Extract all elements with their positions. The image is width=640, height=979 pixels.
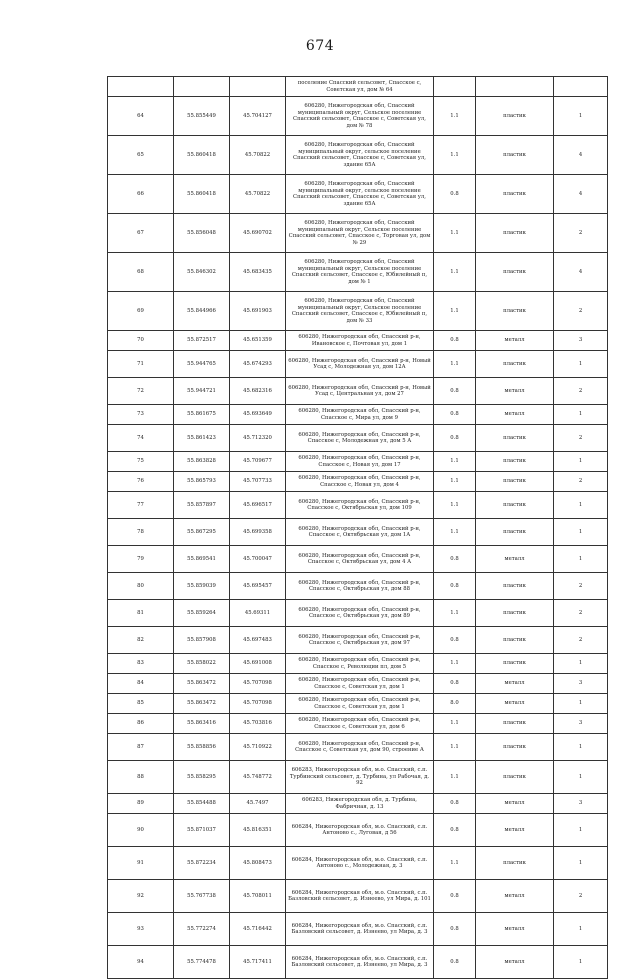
- container-volume-cell: 0.8: [434, 405, 476, 425]
- address-cell: 606280, Нижегородская обл, Спасский р-н, Спасское с, Октябрьская ул, дом 1А: [286, 519, 434, 546]
- row-number-cell: 94: [108, 946, 174, 979]
- address-cell: 606280, Нижегородская обл, Спасский муниципальный округ, сельское поселение Спасский сельсовет, Спасское с, Советская ул, здание 65А: [286, 136, 434, 175]
- container-count-cell: 1: [554, 97, 608, 136]
- container-count-cell: 2: [554, 627, 608, 654]
- address-cell: 606280, Нижегородская обл, Спасский р-н, Спасское с, Новая ул, дом 17: [286, 452, 434, 472]
- container-material-cell: пластик: [476, 214, 554, 253]
- latitude-cell: 55.857897: [174, 492, 230, 519]
- container-count-cell: 1: [554, 351, 608, 378]
- latitude-cell: 55.863416: [174, 714, 230, 734]
- container-volume-cell: 0.8: [434, 175, 476, 214]
- container-material-cell: пластик: [476, 175, 554, 214]
- table-row: [108, 600, 608, 627]
- container-material-cell: пластик: [476, 627, 554, 654]
- row-number-cell: 74: [108, 425, 174, 452]
- address-cell: 606284, Нижегородская обл, м.о. Спасский, с.п. Базловский сельсовет, д. Изнеево, ул Мира, д. 101: [286, 880, 434, 913]
- table-row: [108, 351, 608, 378]
- latitude-cell: 55.863472: [174, 674, 230, 694]
- address-cell: 606284, Нижегородская обл, м.о. Спасский, с.п. Базловский сельсовет, д. Изнеево, ул Мира, д. 3: [286, 913, 434, 946]
- table-row: [108, 714, 608, 734]
- row-number-cell: [108, 77, 174, 97]
- row-number-cell: 83: [108, 654, 174, 674]
- row-number-cell: 65: [108, 136, 174, 175]
- longitude-cell: 45.700047: [230, 546, 286, 573]
- table-row: [108, 674, 608, 694]
- container-material-cell: пластик: [476, 847, 554, 880]
- container-material-cell: пластик: [476, 492, 554, 519]
- longitude-cell: [230, 77, 286, 97]
- container-volume-cell: 1.1: [434, 452, 476, 472]
- container-volume-cell: 1.1: [434, 136, 476, 175]
- table-row: [108, 546, 608, 573]
- row-number-cell: 84: [108, 674, 174, 694]
- container-material-cell: пластик: [476, 452, 554, 472]
- table-row: [108, 136, 608, 175]
- longitude-cell: 45.699358: [230, 519, 286, 546]
- container-material-cell: металл: [476, 946, 554, 979]
- longitude-cell: 45.691903: [230, 292, 286, 331]
- row-number-cell: 70: [108, 331, 174, 351]
- address-cell: 606280, Нижегородская обл, Спасский р-н, Спасское с, Октябрьская ул, дом 88: [286, 573, 434, 600]
- latitude-cell: 55.857908: [174, 627, 230, 654]
- longitude-cell: 45.7497: [230, 794, 286, 814]
- row-number-cell: 68: [108, 253, 174, 292]
- address-cell: 606280, Нижегородская обл, Спасский р-н, Спасское с, Советская ул, дом 1: [286, 674, 434, 694]
- table-row: [108, 331, 608, 351]
- container-count-cell: 1: [554, 546, 608, 573]
- address-cell: 606280, Нижегородская обл, Спасский р-н, Ивановское с, Почтовая ул, дом 1: [286, 331, 434, 351]
- container-material-cell: металл: [476, 331, 554, 351]
- row-number-cell: 90: [108, 814, 174, 847]
- container-material-cell: пластик: [476, 600, 554, 627]
- container-volume-cell: 0.8: [434, 880, 476, 913]
- container-material-cell: металл: [476, 378, 554, 405]
- container-material-cell: металл: [476, 405, 554, 425]
- container-count-cell: 2: [554, 880, 608, 913]
- container-count-cell: 2: [554, 573, 608, 600]
- table-row: [108, 847, 608, 880]
- address-cell: 606280, Нижегородская обл, Спасский муниципальный округ, Сельское поселение Спасский сельсовет, Спасское с, Юбилейный п, дом № 1: [286, 253, 434, 292]
- longitude-cell: 45.690702: [230, 214, 286, 253]
- container-material-cell: пластик: [476, 136, 554, 175]
- longitude-cell: 45.709677: [230, 452, 286, 472]
- table-row: [108, 492, 608, 519]
- container-volume-cell: [434, 77, 476, 97]
- container-count-cell: 2: [554, 378, 608, 405]
- container-count-cell: 3: [554, 794, 608, 814]
- longitude-cell: 45.682316: [230, 378, 286, 405]
- row-number-cell: 79: [108, 546, 174, 573]
- address-cell: 606280, Нижегородская обл, Спасский р-н, Спасское с, Октябрьская ул, дом 89: [286, 600, 434, 627]
- address-cell: 606284, Нижегородская обл, м.о. Спасский, с.п. Антоново с., Молодежная, д. 3: [286, 847, 434, 880]
- container-volume-cell: 1.1: [434, 519, 476, 546]
- table-row: [108, 425, 608, 452]
- address-cell: 606280, Нижегородская обл, Спасский р-н, Спасское с, Молодежная ул, дом 5 А: [286, 425, 434, 452]
- row-number-cell: 66: [108, 175, 174, 214]
- table-row: [108, 761, 608, 794]
- container-volume-cell: 0.8: [434, 573, 476, 600]
- latitude-cell: 55.872234: [174, 847, 230, 880]
- container-count-cell: 3: [554, 674, 608, 694]
- longitude-cell: 45.710922: [230, 734, 286, 761]
- row-number-cell: 87: [108, 734, 174, 761]
- table-row: [108, 214, 608, 253]
- longitude-cell: 45.816351: [230, 814, 286, 847]
- page-number: 674: [305, 38, 335, 54]
- container-volume-cell: 1.1: [434, 761, 476, 794]
- address-cell: 606280, Нижегородская обл, Спасский р-н, Новый Усад с, Центральная ул, дом 27: [286, 378, 434, 405]
- container-material-cell: металл: [476, 674, 554, 694]
- latitude-cell: 55.774478: [174, 946, 230, 979]
- container-count-cell: 1: [554, 734, 608, 761]
- longitude-cell: 45.691008: [230, 654, 286, 674]
- container-material-cell: пластик: [476, 654, 554, 674]
- latitude-cell: 55.869541: [174, 546, 230, 573]
- latitude-cell: 55.858022: [174, 654, 230, 674]
- container-material-cell: металл: [476, 694, 554, 714]
- container-volume-cell: 0.8: [434, 331, 476, 351]
- container-material-cell: металл: [476, 794, 554, 814]
- longitude-cell: 45.697483: [230, 627, 286, 654]
- longitude-cell: 45.674293: [230, 351, 286, 378]
- table-row: [108, 627, 608, 654]
- address-cell: 606280, Нижегородская обл, Спасский р-н, Спасское с, Новая ул, дом 4: [286, 472, 434, 492]
- row-number-cell: 64: [108, 97, 174, 136]
- row-number-cell: 80: [108, 573, 174, 600]
- latitude-cell: 55.865793: [174, 472, 230, 492]
- container-material-cell: металл: [476, 814, 554, 847]
- latitude-cell: 55.863828: [174, 452, 230, 472]
- table-row: [108, 253, 608, 292]
- latitude-cell: 55.844966: [174, 292, 230, 331]
- container-count-cell: 1: [554, 405, 608, 425]
- latitude-cell: 55.767738: [174, 880, 230, 913]
- row-number-cell: 89: [108, 794, 174, 814]
- container-volume-cell: 1.1: [434, 654, 476, 674]
- container-count-cell: 2: [554, 472, 608, 492]
- row-number-cell: 67: [108, 214, 174, 253]
- latitude-cell: 55.859039: [174, 573, 230, 600]
- container-count-cell: 1: [554, 492, 608, 519]
- latitude-cell: 55.871037: [174, 814, 230, 847]
- longitude-cell: 45.717411: [230, 946, 286, 979]
- container-volume-cell: 0.8: [434, 546, 476, 573]
- latitude-cell: 55.858856: [174, 734, 230, 761]
- longitude-cell: 45.651359: [230, 331, 286, 351]
- table-row: [108, 452, 608, 472]
- row-number-cell: 77: [108, 492, 174, 519]
- address-cell: 606280, Нижегородская обл, Спасский р-н, Спасское с, Советская ул, дом 6: [286, 714, 434, 734]
- row-number-cell: 92: [108, 880, 174, 913]
- container-volume-cell: 0.8: [434, 946, 476, 979]
- container-material-cell: пластик: [476, 425, 554, 452]
- longitude-cell: 45.70822: [230, 175, 286, 214]
- longitude-cell: 45.707098: [230, 694, 286, 714]
- longitude-cell: 45.716442: [230, 913, 286, 946]
- container-count-cell: 1: [554, 694, 608, 714]
- address-cell: 606280, Нижегородская обл, Спасский р-н, Спасское с, Советская ул, дом 90, строение А: [286, 734, 434, 761]
- container-volume-cell: 0.8: [434, 425, 476, 452]
- table-row: [108, 175, 608, 214]
- container-count-cell: 2: [554, 292, 608, 331]
- latitude-cell: 55.944765: [174, 351, 230, 378]
- container-volume-cell: 8.0: [434, 694, 476, 714]
- container-volume-cell: 1.1: [434, 472, 476, 492]
- container-material-cell: пластик: [476, 519, 554, 546]
- container-count-cell: 2: [554, 214, 608, 253]
- container-sites-table: [107, 76, 608, 979]
- row-number-cell: 76: [108, 472, 174, 492]
- container-count-cell: 1: [554, 654, 608, 674]
- table-body: [108, 77, 608, 979]
- container-count-cell: 1: [554, 761, 608, 794]
- address-cell: 606280, Нижегородская обл, Спасский р-н, Спасское с, Октябрьская ул, дом 4 А: [286, 546, 434, 573]
- row-number-cell: 93: [108, 913, 174, 946]
- latitude-cell: [174, 77, 230, 97]
- row-number-cell: 86: [108, 714, 174, 734]
- table-row: [108, 77, 608, 97]
- container-count-cell: 4: [554, 175, 608, 214]
- address-cell: 606283, Нижегородская обл, д. Турбина, Фабричная, д. 13: [286, 794, 434, 814]
- container-count-cell: 3: [554, 331, 608, 351]
- latitude-cell: 55.859264: [174, 600, 230, 627]
- latitude-cell: 55.772274: [174, 913, 230, 946]
- latitude-cell: 55.872517: [174, 331, 230, 351]
- latitude-cell: 55.855449: [174, 97, 230, 136]
- container-material-cell: пластик: [476, 253, 554, 292]
- container-material-cell: пластик: [476, 97, 554, 136]
- container-material-cell: металл: [476, 546, 554, 573]
- container-material-cell: металл: [476, 913, 554, 946]
- longitude-cell: 45.695457: [230, 573, 286, 600]
- container-count-cell: 1: [554, 913, 608, 946]
- container-count-cell: 2: [554, 425, 608, 452]
- container-material-cell: пластик: [476, 714, 554, 734]
- latitude-cell: 55.854488: [174, 794, 230, 814]
- address-cell: 606280, Нижегородская обл, Спасский р-н, Спасское с, Октябрьская ул, дом 109: [286, 492, 434, 519]
- container-volume-cell: 1.1: [434, 97, 476, 136]
- latitude-cell: 55.860418: [174, 136, 230, 175]
- container-volume-cell: 1.1: [434, 214, 476, 253]
- container-volume-cell: 0.8: [434, 814, 476, 847]
- container-volume-cell: 0.8: [434, 378, 476, 405]
- address-cell: 606280, Нижегородская обл, Спасский р-н, Спасское с, Мира ул, дом 9: [286, 405, 434, 425]
- longitude-cell: 45.704127: [230, 97, 286, 136]
- address-cell: 606280, Нижегородская обл, Спасский муниципальный округ, Сельское поселение Спасский сельсовет, Спасское с, Юбилейный п, дом № 33: [286, 292, 434, 331]
- container-count-cell: [554, 77, 608, 97]
- container-material-cell: [476, 77, 554, 97]
- container-count-cell: 2: [554, 600, 608, 627]
- longitude-cell: 45.712320: [230, 425, 286, 452]
- row-number-cell: 72: [108, 378, 174, 405]
- container-count-cell: 1: [554, 847, 608, 880]
- row-number-cell: 73: [108, 405, 174, 425]
- container-count-cell: 4: [554, 136, 608, 175]
- container-volume-cell: 0.8: [434, 794, 476, 814]
- container-volume-cell: 1.1: [434, 734, 476, 761]
- longitude-cell: 45.696517: [230, 492, 286, 519]
- latitude-cell: 55.860418: [174, 175, 230, 214]
- latitude-cell: 55.846302: [174, 253, 230, 292]
- table-row: [108, 654, 608, 674]
- row-number-cell: 78: [108, 519, 174, 546]
- container-count-cell: 1: [554, 519, 608, 546]
- address-cell: поселение Спасский сельсовет, Спасское с, Советская ул, дом № 64: [286, 77, 434, 97]
- address-cell: 606280, Нижегородская обл, Спасский р-н, Спасское с, Революции пл, дом 5: [286, 654, 434, 674]
- container-count-cell: 1: [554, 814, 608, 847]
- container-material-cell: металл: [476, 880, 554, 913]
- latitude-cell: 55.863472: [174, 694, 230, 714]
- latitude-cell: 55.867295: [174, 519, 230, 546]
- table-row: [108, 794, 608, 814]
- table-row: [108, 573, 608, 600]
- container-material-cell: пластик: [476, 573, 554, 600]
- longitude-cell: 45.683435: [230, 253, 286, 292]
- container-volume-cell: 1.1: [434, 351, 476, 378]
- latitude-cell: 55.861423: [174, 425, 230, 452]
- address-cell: 606280, Нижегородская обл, Спасский муниципальный округ, Сельское поселение Спасский сельсовет, Спасское с, Торговая ул, дом № 29: [286, 214, 434, 253]
- container-volume-cell: 0.8: [434, 627, 476, 654]
- table-row: [108, 880, 608, 913]
- table-row: [108, 378, 608, 405]
- container-volume-cell: 1.1: [434, 292, 476, 331]
- address-cell: 606280, Нижегородская обл, Спасский р-н, Спасское с, Советская ул, дом 1: [286, 694, 434, 714]
- longitude-cell: 45.808473: [230, 847, 286, 880]
- container-material-cell: пластик: [476, 761, 554, 794]
- address-cell: 606280, Нижегородская обл, Спасский р-н, Новый Усад с, Молодежная ул, дом 12А: [286, 351, 434, 378]
- container-volume-cell: 1.1: [434, 492, 476, 519]
- container-volume-cell: 0.8: [434, 674, 476, 694]
- container-material-cell: пластик: [476, 734, 554, 761]
- address-cell: 606280, Нижегородская обл, Спасский муниципальный округ, сельское поселение Спасский сельсовет, Спасское с, Советская ул, здание 65А: [286, 175, 434, 214]
- container-material-cell: пластик: [476, 351, 554, 378]
- table-row: [108, 694, 608, 714]
- row-number-cell: 82: [108, 627, 174, 654]
- table-row: [108, 292, 608, 331]
- longitude-cell: 45.707733: [230, 472, 286, 492]
- container-material-cell: пластик: [476, 472, 554, 492]
- latitude-cell: 55.944721: [174, 378, 230, 405]
- container-volume-cell: 0.8: [434, 913, 476, 946]
- address-cell: 606284, Нижегородская обл, м.о. Спасский, с.п. Антоново с., Луговая, д 56: [286, 814, 434, 847]
- row-number-cell: 71: [108, 351, 174, 378]
- longitude-cell: 45.707098: [230, 674, 286, 694]
- table-row: [108, 946, 608, 979]
- row-number-cell: 69: [108, 292, 174, 331]
- address-cell: 606284, Нижегородская обл, м.о. Спасский, с.п. Базловский сельсовет, д. Изнеево, ул Мира, д. 3: [286, 946, 434, 979]
- latitude-cell: 55.858295: [174, 761, 230, 794]
- container-volume-cell: 1.1: [434, 600, 476, 627]
- container-count-cell: 3: [554, 714, 608, 734]
- longitude-cell: 45.693649: [230, 405, 286, 425]
- container-count-cell: 4: [554, 253, 608, 292]
- container-material-cell: пластик: [476, 292, 554, 331]
- table-row: [108, 472, 608, 492]
- row-number-cell: 91: [108, 847, 174, 880]
- table-row: [108, 519, 608, 546]
- table-row: [108, 814, 608, 847]
- longitude-cell: 45.69311: [230, 600, 286, 627]
- container-count-cell: 1: [554, 946, 608, 979]
- address-cell: 606280, Нижегородская обл, Спасский р-н, Спасское с, Октябрьская ул, дом 97: [286, 627, 434, 654]
- table-row: [108, 405, 608, 425]
- address-cell: 606280, Нижегородская обл, Спасский муниципальный округ, Сельское поселение Спасский сельсовет, Спасское с, Советская ул, дом № 78: [286, 97, 434, 136]
- longitude-cell: 45.703816: [230, 714, 286, 734]
- row-number-cell: 75: [108, 452, 174, 472]
- table-row: [108, 97, 608, 136]
- row-number-cell: 88: [108, 761, 174, 794]
- longitude-cell: 45.70822: [230, 136, 286, 175]
- container-volume-cell: 1.1: [434, 714, 476, 734]
- row-number-cell: 85: [108, 694, 174, 714]
- container-count-cell: 1: [554, 452, 608, 472]
- latitude-cell: 55.856048: [174, 214, 230, 253]
- row-number-cell: 81: [108, 600, 174, 627]
- longitude-cell: 45.748772: [230, 761, 286, 794]
- longitude-cell: 45.708011: [230, 880, 286, 913]
- latitude-cell: 55.861675: [174, 405, 230, 425]
- table-row: [108, 913, 608, 946]
- address-cell: 606283, Нижегородская обл, м.о. Спасский, с.п. Турбинский сельсовет, д. Турбина, ул Рабочая, д. 92: [286, 761, 434, 794]
- container-volume-cell: 1.1: [434, 847, 476, 880]
- table-row: [108, 734, 608, 761]
- container-volume-cell: 1.1: [434, 253, 476, 292]
